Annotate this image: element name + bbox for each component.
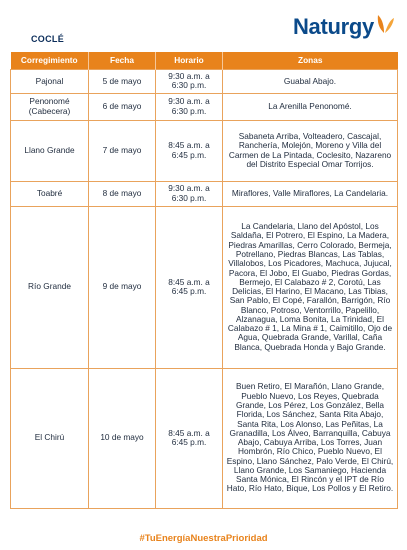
cell-fecha: 10 de mayo xyxy=(89,368,156,508)
cell-corregimiento: Llano Grande xyxy=(11,120,89,181)
cell-corregimiento: Pajonal xyxy=(11,70,89,94)
schedule-table xyxy=(10,52,398,509)
cell-zonas: La Candelaria, Llano del Apóstol, Los Saldaña, El Potrero, El Espino, La Madera, Piedras Amarillas, Cerro Colorado, Bermeja, Potrellano, Piedras Blancas, Las Tablas, Villalobos, Los Picadores, Machuca, Jujucal, Pacora, El Jobo, El Guabo, Piedras Gordas, Bermejo, El Calabazo # 2, Corotú, Las Delicias, El Harino, El Macano, Las Tibias, San Pablo, El Copé, Farallón, Barrigón, Río Blanco, Potroso, Ventorrillo, Papelillo, Alzanagua, Loma Bonita, La Trinidad, El Calabazo # 1, La Mina # 1, Caimitillo, Ojo de Agua, Quebrada Grande, Varillal, Caña Blanca, Quebrada Honda y Bajo Grande. xyxy=(223,206,398,368)
cell-zonas: Buen Retiro, El Marañón, Llano Grande, Pueblo Nuevo, Los Reyes, Quebrada Grande, Los Pérez, Los González, Bella Florida, Los Sánchez, Santa Rita Abajo, Santa Rita, Los Alonso, Las Peñitas, La Granadilla, Los Álveo, Barranquilla, Cabuya Abajo, Cabuya Arriba, Los Torres, Juan Hombrón, Río Chico, Pueblo Nuevo, El Espino, Llano Sánchez, Palo Verde, El Chirú, Llano Grande, Los Samaniego, Hacienda Santa Mónica, El Rincón y el IPT de Río Hato, Río Hato, Bique, Los Pollos y El Retiro. xyxy=(223,368,398,508)
horario-line: 8:45 a.m. a xyxy=(168,140,210,151)
horario-line: 6:45 p.m. xyxy=(171,437,207,448)
cell-horario xyxy=(156,206,223,368)
horario-line: 6:30 p.m. xyxy=(171,192,207,203)
cell-zonas: Miraflores, Valle Miraflores, La Candelaria. xyxy=(223,181,398,206)
table-row xyxy=(11,70,398,94)
cell-corregimiento: Penonomé (Cabecera) xyxy=(11,93,89,120)
table-row xyxy=(11,93,398,120)
cell-fecha: 7 de mayo xyxy=(89,120,156,181)
cell-fecha: 5 de mayo xyxy=(89,70,156,94)
cell-fecha: 6 de mayo xyxy=(89,93,156,120)
horario-line: 6:45 p.m. xyxy=(171,149,207,160)
brand-name: Naturgy xyxy=(292,14,374,39)
horario-line: 8:45 a.m. a xyxy=(168,427,210,438)
header-corregimiento: Corregimiento xyxy=(11,52,89,70)
cell-corregimiento: El Chirú xyxy=(11,368,89,508)
horario-line: 9:30 a.m. a xyxy=(168,71,210,81)
cell-horario xyxy=(156,93,223,120)
table-row xyxy=(11,120,398,181)
cell-zonas: Sabaneta Arriba, Volteadero, Cascajal, Ranchería, Molejón, Moreno y Villa del Carmen de La Pintada, Coclesito, Nazareno del Distrito Especial Omar Torrijos. xyxy=(223,120,398,181)
header-horario: Horario xyxy=(156,52,223,70)
table-row xyxy=(11,368,398,508)
horario-line: 6:30 p.m. xyxy=(171,80,207,91)
cell-horario xyxy=(156,70,223,94)
cell-zonas: La Arenilla Penonomé. xyxy=(223,93,398,120)
cell-horario xyxy=(156,368,223,508)
cell-corregimiento: Toabré xyxy=(11,181,89,206)
hashtag-footer: #TuEnergíaNuestraPrioridad xyxy=(139,533,268,544)
horario-line: 6:45 p.m. xyxy=(171,286,207,297)
horario-line: 8:45 a.m. a xyxy=(168,276,210,287)
cell-horario xyxy=(156,120,223,181)
cell-zonas: Guabal Abajo. xyxy=(223,70,398,94)
header-fecha: Fecha xyxy=(89,52,156,70)
horario-line: 9:30 a.m. a xyxy=(168,96,210,107)
butterfly-logo-icon xyxy=(375,12,395,34)
cell-corregimiento: Río Grande xyxy=(11,206,89,368)
naturgy-logo xyxy=(293,16,395,38)
table-row xyxy=(11,181,398,206)
cell-horario xyxy=(156,181,223,206)
table-row xyxy=(11,206,398,368)
cell-fecha: 8 de mayo xyxy=(89,181,156,206)
region-title: COCLÉ xyxy=(31,34,64,44)
cell-fecha: 9 de mayo xyxy=(89,206,156,368)
table-header-row xyxy=(11,52,398,70)
horario-line: 6:30 p.m. xyxy=(171,105,207,116)
horario-line: 9:30 a.m. a xyxy=(168,183,210,194)
header-zonas: Zonas xyxy=(223,52,398,70)
